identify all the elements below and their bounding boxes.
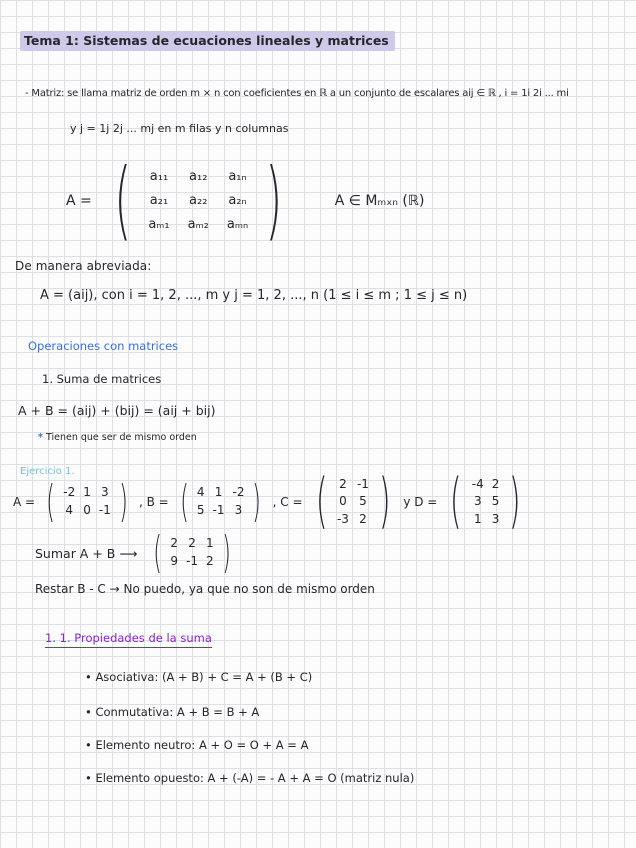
matrix-cell: 4 <box>65 503 74 517</box>
matrix-d-entries <box>468 476 504 529</box>
left-paren: ( <box>180 475 189 527</box>
left-paren: ( <box>450 466 462 537</box>
matrix-cell: -1 <box>98 503 111 517</box>
property-opposite-element: • Elemento opuesto: A + (-A) = - A + A = O (matriz nula) <box>85 771 415 785</box>
sum-formula: A + B = (aij) + (bij) = (aij + bij) <box>18 403 216 418</box>
matrix-cell: a₂₁ <box>149 192 169 208</box>
matrix-cell: -4 <box>471 476 484 491</box>
right-paren: ) <box>265 150 283 251</box>
matrix-d <box>444 466 526 537</box>
matrix-cell: 1 <box>214 485 223 500</box>
matrix-cell: 2 <box>206 554 214 568</box>
right-paren: ) <box>252 475 262 527</box>
matrix-definition-line-1: - Matriz: se llama matriz de orden m × n con coeficientes en ℝ a un conjunto de escalares aij ∈ ℝ , i = 1i 2i ... mi <box>25 88 569 99</box>
matrix-cell: 1 <box>206 536 214 551</box>
matrix-cell: a₂₂ <box>189 192 208 208</box>
sum-instruction: Sumar A + B ⟶ <box>35 545 138 561</box>
properties-heading: 1. 1. Propiedades de la suma <box>45 631 212 648</box>
matrix-cell: 3 <box>234 503 243 517</box>
matrix-cell: 5 <box>491 494 500 509</box>
matrix-cell: aₘₙ <box>226 217 249 233</box>
matrix-cell: 2 <box>359 511 367 526</box>
highlighted-title-text: Tema 1: Sistemas de ecuaciones lineales y matrices <box>20 31 395 51</box>
property-associative: • Asociativa: (A + B) + C = A + (B + C) <box>85 670 313 684</box>
matrix-c <box>310 466 397 537</box>
order-note <box>38 432 197 443</box>
right-paren: ) <box>119 475 128 527</box>
property-neutral-element: • Elemento neutro: A + O = O + A = A <box>85 738 309 752</box>
matrix-cell: aₘ₁ <box>148 217 170 233</box>
matrix-cell: -2 <box>232 485 245 500</box>
sum-result-row <box>35 526 235 578</box>
left-paren: ( <box>114 150 131 251</box>
matrix-cell: a₂ₙ <box>228 192 247 208</box>
matrix-cell: 1 <box>83 485 91 500</box>
matrix-cell: 4 <box>196 485 205 500</box>
matrix-cell: -1 <box>356 476 369 491</box>
abbreviated-formula: A = (aij), con i = 1, 2, ..., m y j = 1, 2, ..., n (1 ≤ i ≤ m ; 1 ≤ j ≤ n) <box>40 288 468 303</box>
left-paren: ( <box>315 466 328 537</box>
page-title <box>20 33 395 48</box>
operations-heading: Operaciones con matrices <box>28 339 179 353</box>
left-paren: ( <box>46 475 55 527</box>
matrix-cell: -1 <box>186 554 199 568</box>
right-paren: ) <box>509 466 521 537</box>
matrix-cell: 9 <box>170 554 179 568</box>
matrix-b-entries <box>193 484 249 519</box>
matrix-definition-line-2: y j = 1j 2j ... mj en m filas y n columnas <box>70 122 289 135</box>
matrix-cell: a₁₂ <box>189 168 208 184</box>
matrix-cell: -2 <box>63 485 76 500</box>
sum-result-matrix <box>149 526 235 578</box>
matrix-c-entries <box>333 476 373 529</box>
matrix-b <box>176 475 266 527</box>
matrix-cell: a₁₁ <box>149 168 169 184</box>
matrix-membership: A ∈ Mₘₓₙ (ℝ) <box>334 193 425 209</box>
subtract-instruction: Restar B - C → No puedo, ya que no son de mismo orden <box>35 582 375 596</box>
general-matrix <box>106 150 291 251</box>
matrix-cell: -1 <box>212 503 225 517</box>
property-commutative: • Conmutativa: A + B = B + A <box>85 705 260 719</box>
order-note-text: Tienen que ser de mismo orden <box>45 432 197 443</box>
matrix-cell: 3 <box>491 511 500 526</box>
matrix-a-equals-label: A = <box>66 193 92 209</box>
asterisk-icon: * <box>38 432 43 443</box>
matrix-cell: 2 <box>339 476 347 491</box>
right-paren: ) <box>378 466 391 537</box>
matrix-d-label: y D = <box>403 495 438 509</box>
left-paren: ( <box>153 526 163 578</box>
matrix-cell: 3 <box>473 494 482 509</box>
matrix-a <box>42 475 132 527</box>
matrix-cell: 0 <box>83 503 91 517</box>
sum-section-heading: 1. Suma de matrices <box>42 372 162 386</box>
exercise-heading: Ejercicio 1. <box>20 466 75 477</box>
matrix-cell: 3 <box>101 485 109 500</box>
general-matrix-entries <box>139 165 257 237</box>
abbreviated-heading: De manera abreviada: <box>15 259 152 273</box>
sum-result-entries <box>166 535 217 570</box>
matrix-cell: a₁ₙ <box>228 168 247 184</box>
matrix-cell: aₘ₂ <box>187 217 209 233</box>
matrix-cell: 2 <box>491 476 500 491</box>
general-matrix-row <box>66 150 425 251</box>
matrix-c-label: , C = <box>272 495 303 509</box>
matrix-cell: 2 <box>170 536 179 551</box>
matrix-cell: 0 <box>339 494 347 509</box>
matrix-cell: -3 <box>336 511 349 526</box>
matrix-b-label: , B = <box>139 495 169 509</box>
matrix-a-entries <box>59 484 115 519</box>
matrix-cell: 5 <box>359 494 367 509</box>
matrix-cell: 2 <box>188 536 196 551</box>
matrix-a-label: A = <box>13 495 36 509</box>
right-paren: ) <box>221 526 231 578</box>
matrix-cell: 5 <box>196 503 205 517</box>
matrix-cell: 1 <box>473 511 482 526</box>
